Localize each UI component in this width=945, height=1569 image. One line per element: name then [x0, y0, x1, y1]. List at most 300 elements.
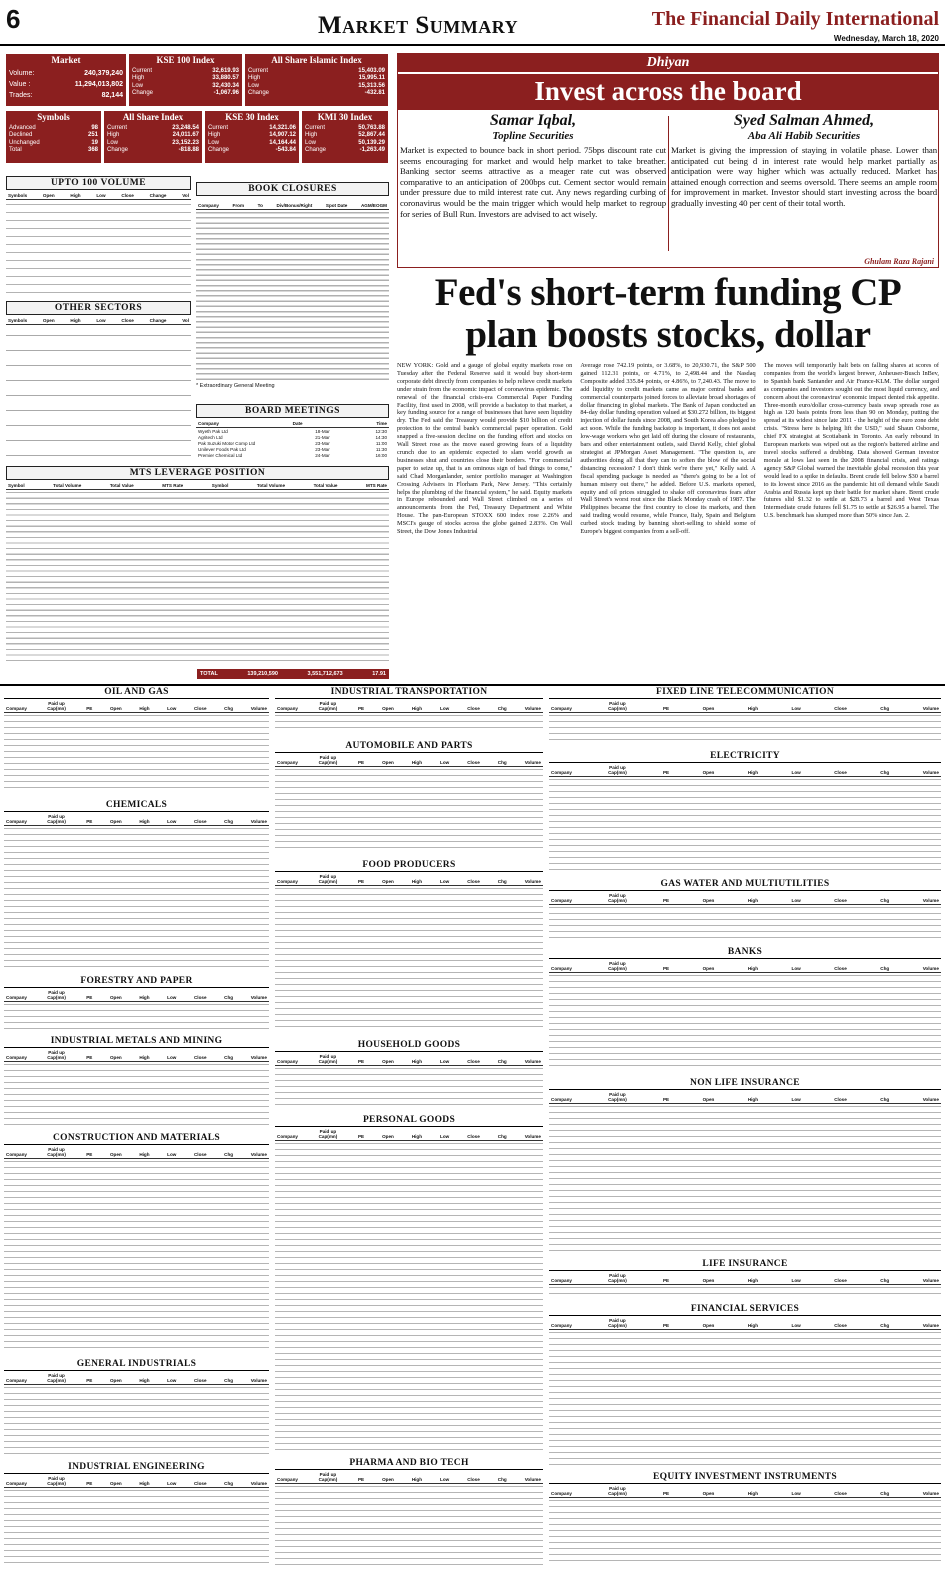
mts-rows [6, 490, 389, 663]
column-header: Low [791, 1097, 801, 1102]
left-author: Samar Iqbal, [489, 112, 577, 129]
sector-rows [4, 826, 269, 968]
allshareislamic-row [248, 83, 385, 90]
column-header: Paid up Cap(mn) [47, 990, 66, 1000]
kse100-row-label: Change [132, 89, 154, 96]
column-header: Paid up Cap(mn) [318, 1129, 338, 1139]
kse30-row [208, 132, 296, 139]
othersectors-header [6, 315, 191, 325]
kse30-row-value: 14,321.06 [269, 125, 296, 131]
sector-header [4, 812, 269, 826]
column-header: Company [277, 1059, 298, 1064]
column-header: Low [440, 879, 450, 884]
column-header: Company [6, 1152, 27, 1157]
symbols-row-value: 251 [87, 132, 98, 139]
column-header: Close [834, 1491, 847, 1496]
column-header: Symbol [211, 483, 229, 488]
column-header: PE [357, 760, 365, 765]
boardmeeting-time: 11:30 [375, 447, 387, 452]
dhiyan-right [671, 112, 937, 209]
allshare-title: All Share Index [104, 111, 202, 123]
boardmeeting-date: 21-Mar [315, 435, 330, 440]
column-header: PE [86, 1055, 93, 1060]
boardmeeting-date: 23-Mar [315, 447, 330, 452]
boardmeeting-date: 24-Mar [315, 453, 330, 458]
column-header: Company [277, 879, 298, 884]
column-header: Company [551, 1278, 572, 1283]
dhiyan-byline: Ghulam Raza Rajani [864, 257, 934, 266]
sector-rows [275, 1484, 543, 1566]
sector-title: EQUITY INVESTMENT INSTRUMENTS [549, 1471, 941, 1484]
column-header: High [411, 1134, 423, 1139]
column-header: Low [440, 760, 450, 765]
column-header: Open [702, 1491, 715, 1496]
column-header: Low [96, 193, 106, 198]
sector-table [4, 1132, 269, 1354]
column-header: Symbols [8, 193, 28, 198]
boardmeeting-company: Unilever Foods Pak Ltd [198, 447, 246, 452]
market-row-label: Volume: [9, 70, 35, 77]
sector-rows [549, 777, 941, 872]
column-header: High [747, 706, 759, 711]
symbols-row-value: 98 [91, 125, 98, 131]
column-header: Company [551, 706, 572, 711]
column-header: Low [167, 819, 177, 824]
column-header: Chg [497, 1134, 507, 1139]
bookclosures-note: * Extraordinary General Meeting [196, 383, 275, 389]
column-header: Low [791, 898, 801, 903]
column-header: Chg [880, 1491, 890, 1496]
column-header: High [139, 1378, 150, 1383]
market-values [6, 66, 126, 106]
column-header: Open [702, 898, 715, 903]
column-header: Open [109, 1481, 122, 1486]
left-text: Market is expected to bounce back in short period. 75bps discount rate cut seems encouraging for market and would help market to take breather. Banking sector seems attractive as a meager rate cut was observed comparative to an anticipation of 200bps cut. Cement sector would remain under pressure due to mild interest rate cut. Any news regarding curbing of coronavirus would be the main trigger which would help market to regroup for series of Bull Run. Investors are advised to act wisely. [400, 145, 666, 219]
article-col-1: NEW YORK: Gold and a gauge of global equity markets rose on Tuesday after the Federal Reserve said it would buy short-term corporate debt directly from companies to help relieve credit markets under strain from the economic impact of coronavirus epidemic. The renewal of the financial crisis-era Commercial Paper Funding Facility, first used in 2008, will provide a backstop to that market, a key funding source for a range of businesses that have seen liquidity dry. The Fed said the Treasury would provide $10 billion of credit protection to the central bank's commercial paper operation. Gold snapped a five-session decline on the funding effort and stocks on Wall Street rose as the move eased growing fears of a liquidity crunch due to an epidemic expected to slam world growth as businesses shut and countries close their borders. "For commercial paper to seize up, that is an ominous sign of bad things to come," said Chad Morganlander, senior portfolio manager at Washington Crossing Advisers in Florham Park, New Jersey. "This certainly helps the plumbing of the financial system," he said. Equity markets in Europe rebounded and Wall Street climbed on a series of announcements from the Fed, Treasury Department and White House. The pan-European STOXX 600 index rose 2.26% and MSCI's gauge of stocks across the globe gained 2.83%. On Wall Street, the Dow Jones Industrial [397, 362, 573, 536]
column-header: Volume [922, 1097, 939, 1102]
allshare-row-value: 23,152.23 [172, 139, 199, 146]
column-header: Open [702, 706, 715, 711]
column-header: Paid up Cap(mn) [608, 1092, 627, 1102]
kse100-row [132, 83, 239, 90]
kse30-row-label: High [208, 132, 221, 139]
column-header: Open [109, 1378, 122, 1383]
column-header: Low [791, 706, 801, 711]
allshareislamic-row-label: Change [248, 89, 270, 96]
symbols-values [6, 123, 101, 163]
column-header: High [747, 898, 759, 903]
sector-title: FIXED LINE TELECOMMUNICATION [549, 686, 941, 699]
allshare-row [107, 125, 199, 132]
allshare-row-label: Change [107, 146, 129, 153]
kse30-box [205, 111, 299, 163]
sector-rows [549, 1498, 941, 1566]
sector-table [549, 750, 941, 875]
sector-rows [549, 905, 941, 940]
column-header: Chg [497, 760, 507, 765]
column-header: PE [357, 1477, 365, 1482]
column-header: Volume [524, 760, 541, 765]
column-header: Paid up Cap(mn) [47, 814, 66, 824]
column-header: Open [382, 1477, 394, 1482]
column-header: Open [702, 1323, 715, 1328]
column-header: PE [662, 1491, 670, 1496]
boardmeeting-company: Pak Suzuki Motor Comp Ltd [198, 441, 256, 446]
column-header: Company [551, 770, 572, 775]
column-header: Open [702, 1278, 715, 1283]
allshare-box [104, 111, 202, 163]
column-header: Vol [182, 318, 189, 323]
bookclosures-table [196, 182, 389, 398]
sector-rows [4, 1062, 269, 1126]
column-header: Volume [250, 819, 267, 824]
sector-title: CHEMICALS [4, 799, 269, 812]
column-header: Volume [250, 1152, 267, 1157]
sector-header [549, 1090, 941, 1104]
page-header [0, 0, 945, 46]
column-header: High [747, 1278, 759, 1283]
column-header: Paid up Cap(mn) [608, 765, 627, 775]
column-header: Volume [524, 1477, 541, 1482]
column-header: Chg [224, 1481, 234, 1486]
sector-header [4, 1048, 269, 1062]
mts-total-volume: 139,210,590 [247, 671, 278, 677]
sector-title: INDUSTRIAL TRANSPORTATION [275, 686, 543, 699]
sector-header [275, 753, 543, 767]
allshare-row [107, 147, 199, 154]
right-text: Market is giving the impression of staying in volatile phase. Lower than anticipated cut being d in interest rate would help market partially as anticipation were way higher which was actually reduced. Market has attained enough correction and seems oversold. There seems an ample room for improvement in market. Investor should start investing across the board gradually investing 40 per cent of their total worth. [671, 145, 937, 208]
column-header: Close [834, 966, 847, 971]
kse100-row-value: 32,430.34 [212, 82, 239, 89]
upto100-rows [6, 200, 191, 294]
right-author: Syed Salman Ahmed, [733, 112, 875, 129]
sector-header [275, 872, 543, 886]
column-header: Company [551, 898, 572, 903]
sector-header [4, 1474, 269, 1488]
column-header: Low [440, 1477, 450, 1482]
sector-header [549, 1484, 941, 1498]
column-header: Volume [922, 966, 939, 971]
column-header: High [747, 966, 759, 971]
right-org: Aba Ali Habib Securities [747, 130, 861, 142]
paper-name: The Financial Daily International [651, 8, 939, 30]
column-header: Close [193, 1055, 207, 1060]
column-header: Paid up Cap(mn) [608, 961, 627, 971]
column-header: High [70, 193, 81, 198]
column-header: Company [277, 1134, 298, 1139]
boardmeetings-table [196, 404, 389, 462]
kse30-row [208, 147, 296, 154]
sector-table [275, 1039, 543, 1111]
allshare-row-label: Current [107, 125, 128, 131]
column-header: Low [791, 966, 801, 971]
symbols-row-value: 368 [87, 146, 98, 153]
column-header: High [747, 1097, 759, 1102]
allshareislamic-row-label: Low [248, 82, 260, 89]
column-header: Low [167, 1481, 177, 1486]
symbols-row-label: Advanced [9, 125, 36, 131]
allshare-row [107, 140, 199, 147]
column-header: Volume [524, 1059, 541, 1064]
boardmeeting-company: Premier Chemical Ltd [198, 453, 243, 458]
column-header: PE [357, 879, 365, 884]
column-header: PE [357, 1134, 365, 1139]
column-header: Close [834, 770, 847, 775]
sector-table [4, 799, 269, 971]
column-header: Chg [224, 706, 234, 711]
column-header: PE [86, 819, 93, 824]
boardmeeting-time: 16:00 [375, 453, 387, 458]
sector-table [4, 1461, 269, 1569]
kse100-row-value: 33,880.57 [212, 75, 239, 82]
column-header: Chg [880, 1278, 890, 1283]
column-header: High [139, 819, 150, 824]
column-header: Paid up Cap(mn) [47, 1476, 66, 1486]
column-header: Close [467, 879, 480, 884]
sector-table [4, 1358, 269, 1458]
sector-table [275, 740, 543, 856]
column-header: High [411, 879, 423, 884]
column-header: Chg [880, 770, 890, 775]
symbols-row-label: Total [9, 146, 22, 153]
allshareislamic-row-value: 15,313.56 [358, 82, 385, 89]
othersectors-title: OTHER SECTORS [6, 301, 191, 315]
column-header: Volume [250, 1481, 267, 1486]
column-header: Volume [524, 879, 541, 884]
allshare-row-label: High [107, 132, 120, 139]
kse100-values [129, 66, 242, 106]
symbols-row [9, 140, 98, 147]
column-header: PE [86, 706, 93, 711]
column-header: Low [440, 706, 450, 711]
mts-total-label: TOTAL [200, 671, 218, 677]
column-header: Open [382, 760, 394, 765]
column-header: Symbol [8, 483, 25, 488]
column-header: Chg [880, 898, 890, 903]
column-header: Spot Date [325, 203, 348, 208]
column-header: Paid up Cap(mn) [608, 701, 627, 711]
column-header: Open [382, 1059, 394, 1064]
column-header: PE [86, 1378, 93, 1383]
column-header: Company [277, 1477, 298, 1482]
sector-table [549, 1303, 941, 1468]
column-header: High [70, 318, 81, 323]
symbols-title: Symbols [6, 111, 101, 123]
sector-header [549, 763, 941, 777]
column-header: PE [357, 706, 365, 711]
kse100-row-label: Current [132, 68, 153, 74]
sector-title: PHARMA AND BIO TECH [275, 1457, 543, 1470]
bookclosures-header [196, 196, 389, 210]
sector-title: NON LIFE INSURANCE [549, 1077, 941, 1090]
kmi30-row-value: 50,763.88 [358, 125, 385, 131]
column-header: Open [109, 995, 122, 1000]
allshareislamic-row-label: Current [248, 68, 269, 74]
column-header: High [139, 1481, 150, 1486]
column-header: Company [277, 706, 298, 711]
column-header: Close [193, 819, 207, 824]
column-header: Symbols [8, 318, 28, 323]
sector-rows [549, 1330, 941, 1465]
mts-title: MTS LEVERAGE POSITION [6, 466, 389, 480]
column-header: High [411, 706, 423, 711]
sector-rows [275, 1066, 543, 1108]
column-header: Div/Bonus/Right [276, 203, 313, 208]
column-header: Low [440, 1059, 450, 1064]
column-header: PE [662, 706, 670, 711]
boardmeeting-company: Agritech Ltd [198, 435, 223, 440]
sector-header [549, 1316, 941, 1330]
sector-header [4, 988, 269, 1002]
column-header: Paid up Cap(mn) [318, 1472, 338, 1482]
sector-header [4, 1371, 269, 1385]
column-header: Close [467, 1477, 480, 1482]
market-title: Market [6, 54, 126, 66]
page-number: 6 [6, 4, 21, 34]
kmi30-row-label: Change [305, 146, 327, 153]
column-header: Close [467, 1059, 480, 1064]
column-header: Volume [524, 706, 541, 711]
column-header: Close [121, 193, 134, 198]
column-header: PE [662, 1278, 670, 1283]
kse100-row-value: -1,067.96 [213, 89, 239, 96]
dhiyan-divider [668, 116, 669, 251]
column-header: Company [551, 966, 572, 971]
othersectors-table [6, 301, 191, 461]
allshareislamic-box [245, 54, 388, 106]
dhiyan-left [400, 112, 666, 219]
column-header: Low [167, 1055, 177, 1060]
kse30-row-label: Change [208, 146, 230, 153]
column-header: Vol [182, 193, 189, 198]
column-header: Paid up Cap(mn) [318, 755, 338, 765]
mts-total-row [197, 669, 389, 679]
sector-table [549, 1258, 941, 1300]
column-header: PE [86, 1152, 93, 1157]
column-header: Date [292, 421, 303, 426]
article-body [397, 362, 939, 680]
symbols-row [9, 125, 98, 132]
kmi30-title: KMI 30 Index [302, 111, 388, 123]
mts-header [6, 480, 389, 490]
kmi30-row [305, 125, 385, 132]
column-header: Close [121, 318, 134, 323]
kmi30-row [305, 140, 385, 147]
article-col-2: Average rose 742.19 points, or 3.68%, to 20,930.71, the S&P 500 gained 112.31 points, or 4.71%, to 2,498.44 and the Nasdaq Composite added 335.84 points, or 4.86%, to 7,240.43. The move to add liquidity to credit markets came as major central banks and commercial counterparts joined forces to alleviate broad shortages of dollar financing in global markets. The Bank of Japan conducted an 84-day dollar funding operation valued at $30.272 billion, its biggest injection of dollar funds since 2008, and South Korea also pledged to act soon. While the funding backstop is important, it does not assist low-wage workers who get laid off during the closure of restaurants, bars and other entertainment outlets, said David Kelly, chief global strategist at JPMorgan Asset Management. "The question is, are authorities doing all that they can to soften the blow of the social distancing recession? I don't think we're there yet," Kelly said. A fiscal spending package is needed as "there's going to be a lot of human misery out there," he added. Before U.S. markets opened, equity and oil prices struggled to shake off coronavirus fears after Wall Street's worst rout since the Black Monday crash of 1987. The Philippines became the first country to close its markets, and then said trading would resume, while France, Italy, Spain and Belgium curbed stock trading by banning short-selling to shield some of Europe's biggest companies from a sell-off. [580, 362, 756, 536]
sector-header [549, 891, 941, 905]
boardmeetings-rows [196, 428, 389, 460]
sector-header [549, 1271, 941, 1285]
kmi30-row [305, 132, 385, 139]
column-header: Chg [880, 1097, 890, 1102]
market-row-label: Trades: [9, 92, 33, 99]
column-header: Chg [224, 1152, 234, 1157]
kmi30-row-value: 52,867.44 [358, 132, 385, 139]
sector-rows [4, 713, 269, 793]
upto100-header [6, 190, 191, 200]
column-header: Volume [250, 1055, 267, 1060]
sector-table [275, 686, 543, 736]
column-header: Volume [922, 770, 939, 775]
market-row [9, 68, 123, 79]
allshare-row [107, 132, 199, 139]
boardmeeting-date: 18-Mar [315, 429, 330, 434]
column-header: Close [193, 995, 207, 1000]
sector-header [549, 699, 941, 713]
sector-header [275, 1470, 543, 1484]
column-header: High [411, 1059, 423, 1064]
column-header: Close [467, 1134, 480, 1139]
column-header: Close [193, 706, 207, 711]
sector-title: BANKS [549, 946, 941, 959]
symbols-row-label: Declined [9, 132, 33, 139]
article [397, 272, 939, 682]
boardmeetings-title: BOARD MEETINGS [196, 404, 389, 418]
sector-table [4, 975, 269, 1032]
column-header: Chg [224, 995, 234, 1000]
column-header: Chg [497, 879, 507, 884]
column-header: Paid up Cap(mn) [318, 874, 338, 884]
symbols-row-value: 19 [91, 139, 98, 146]
sector-rows [549, 1104, 941, 1252]
column-header: Close [467, 706, 480, 711]
article-headline-2: plan boosts stocks, dollar [465, 313, 871, 356]
allshareislamic-values [245, 66, 388, 106]
sector-title: FINANCIAL SERVICES [549, 1303, 941, 1316]
column-header: Low [167, 706, 177, 711]
column-header: To [257, 203, 263, 208]
sector-table [4, 686, 269, 796]
allshareislamic-row [248, 75, 385, 82]
column-header: Volume [250, 995, 267, 1000]
column-header: Company [6, 819, 27, 824]
column-header: Low [791, 1323, 801, 1328]
kse100-row [132, 75, 239, 82]
kmi30-row-label: High [305, 132, 318, 139]
column-header: Close [834, 1323, 847, 1328]
kmi30-row-value: -1,263.49 [359, 146, 385, 153]
column-header: Close [193, 1152, 207, 1157]
column-header: Low [791, 1491, 801, 1496]
sector-title: GAS WATER AND MULTIUTILITIES [549, 878, 941, 891]
sector-rows [549, 1285, 941, 1297]
column-header: High [747, 1323, 759, 1328]
column-header: Volume [922, 706, 939, 711]
column-header: Chg [880, 966, 890, 971]
market-row-label: Value : [9, 81, 31, 88]
sector-title: INDUSTRIAL METALS AND MINING [4, 1035, 269, 1048]
column-header: Open [382, 706, 394, 711]
column-header: Open [109, 1152, 122, 1157]
sector-title: CONSTRUCTION AND MATERIALS [4, 1132, 269, 1145]
kse100-row-label: Low [132, 82, 144, 89]
section-title: Market Summary [318, 12, 519, 39]
sector-title: PERSONAL GOODS [275, 1114, 543, 1127]
market-row [9, 79, 123, 90]
column-header: Open [109, 706, 122, 711]
column-header: High [747, 1491, 759, 1496]
column-header: Company [198, 421, 219, 426]
kse100-row [132, 90, 239, 97]
column-header: Volume [250, 1378, 267, 1383]
column-header: Open [109, 1055, 122, 1060]
column-header: Open [702, 966, 715, 971]
kse100-row-label: High [132, 75, 145, 82]
allshare-values [104, 123, 202, 163]
kmi30-row-label: Current [305, 125, 326, 131]
column-header: Open [382, 1134, 394, 1139]
column-header: Company [277, 760, 298, 765]
